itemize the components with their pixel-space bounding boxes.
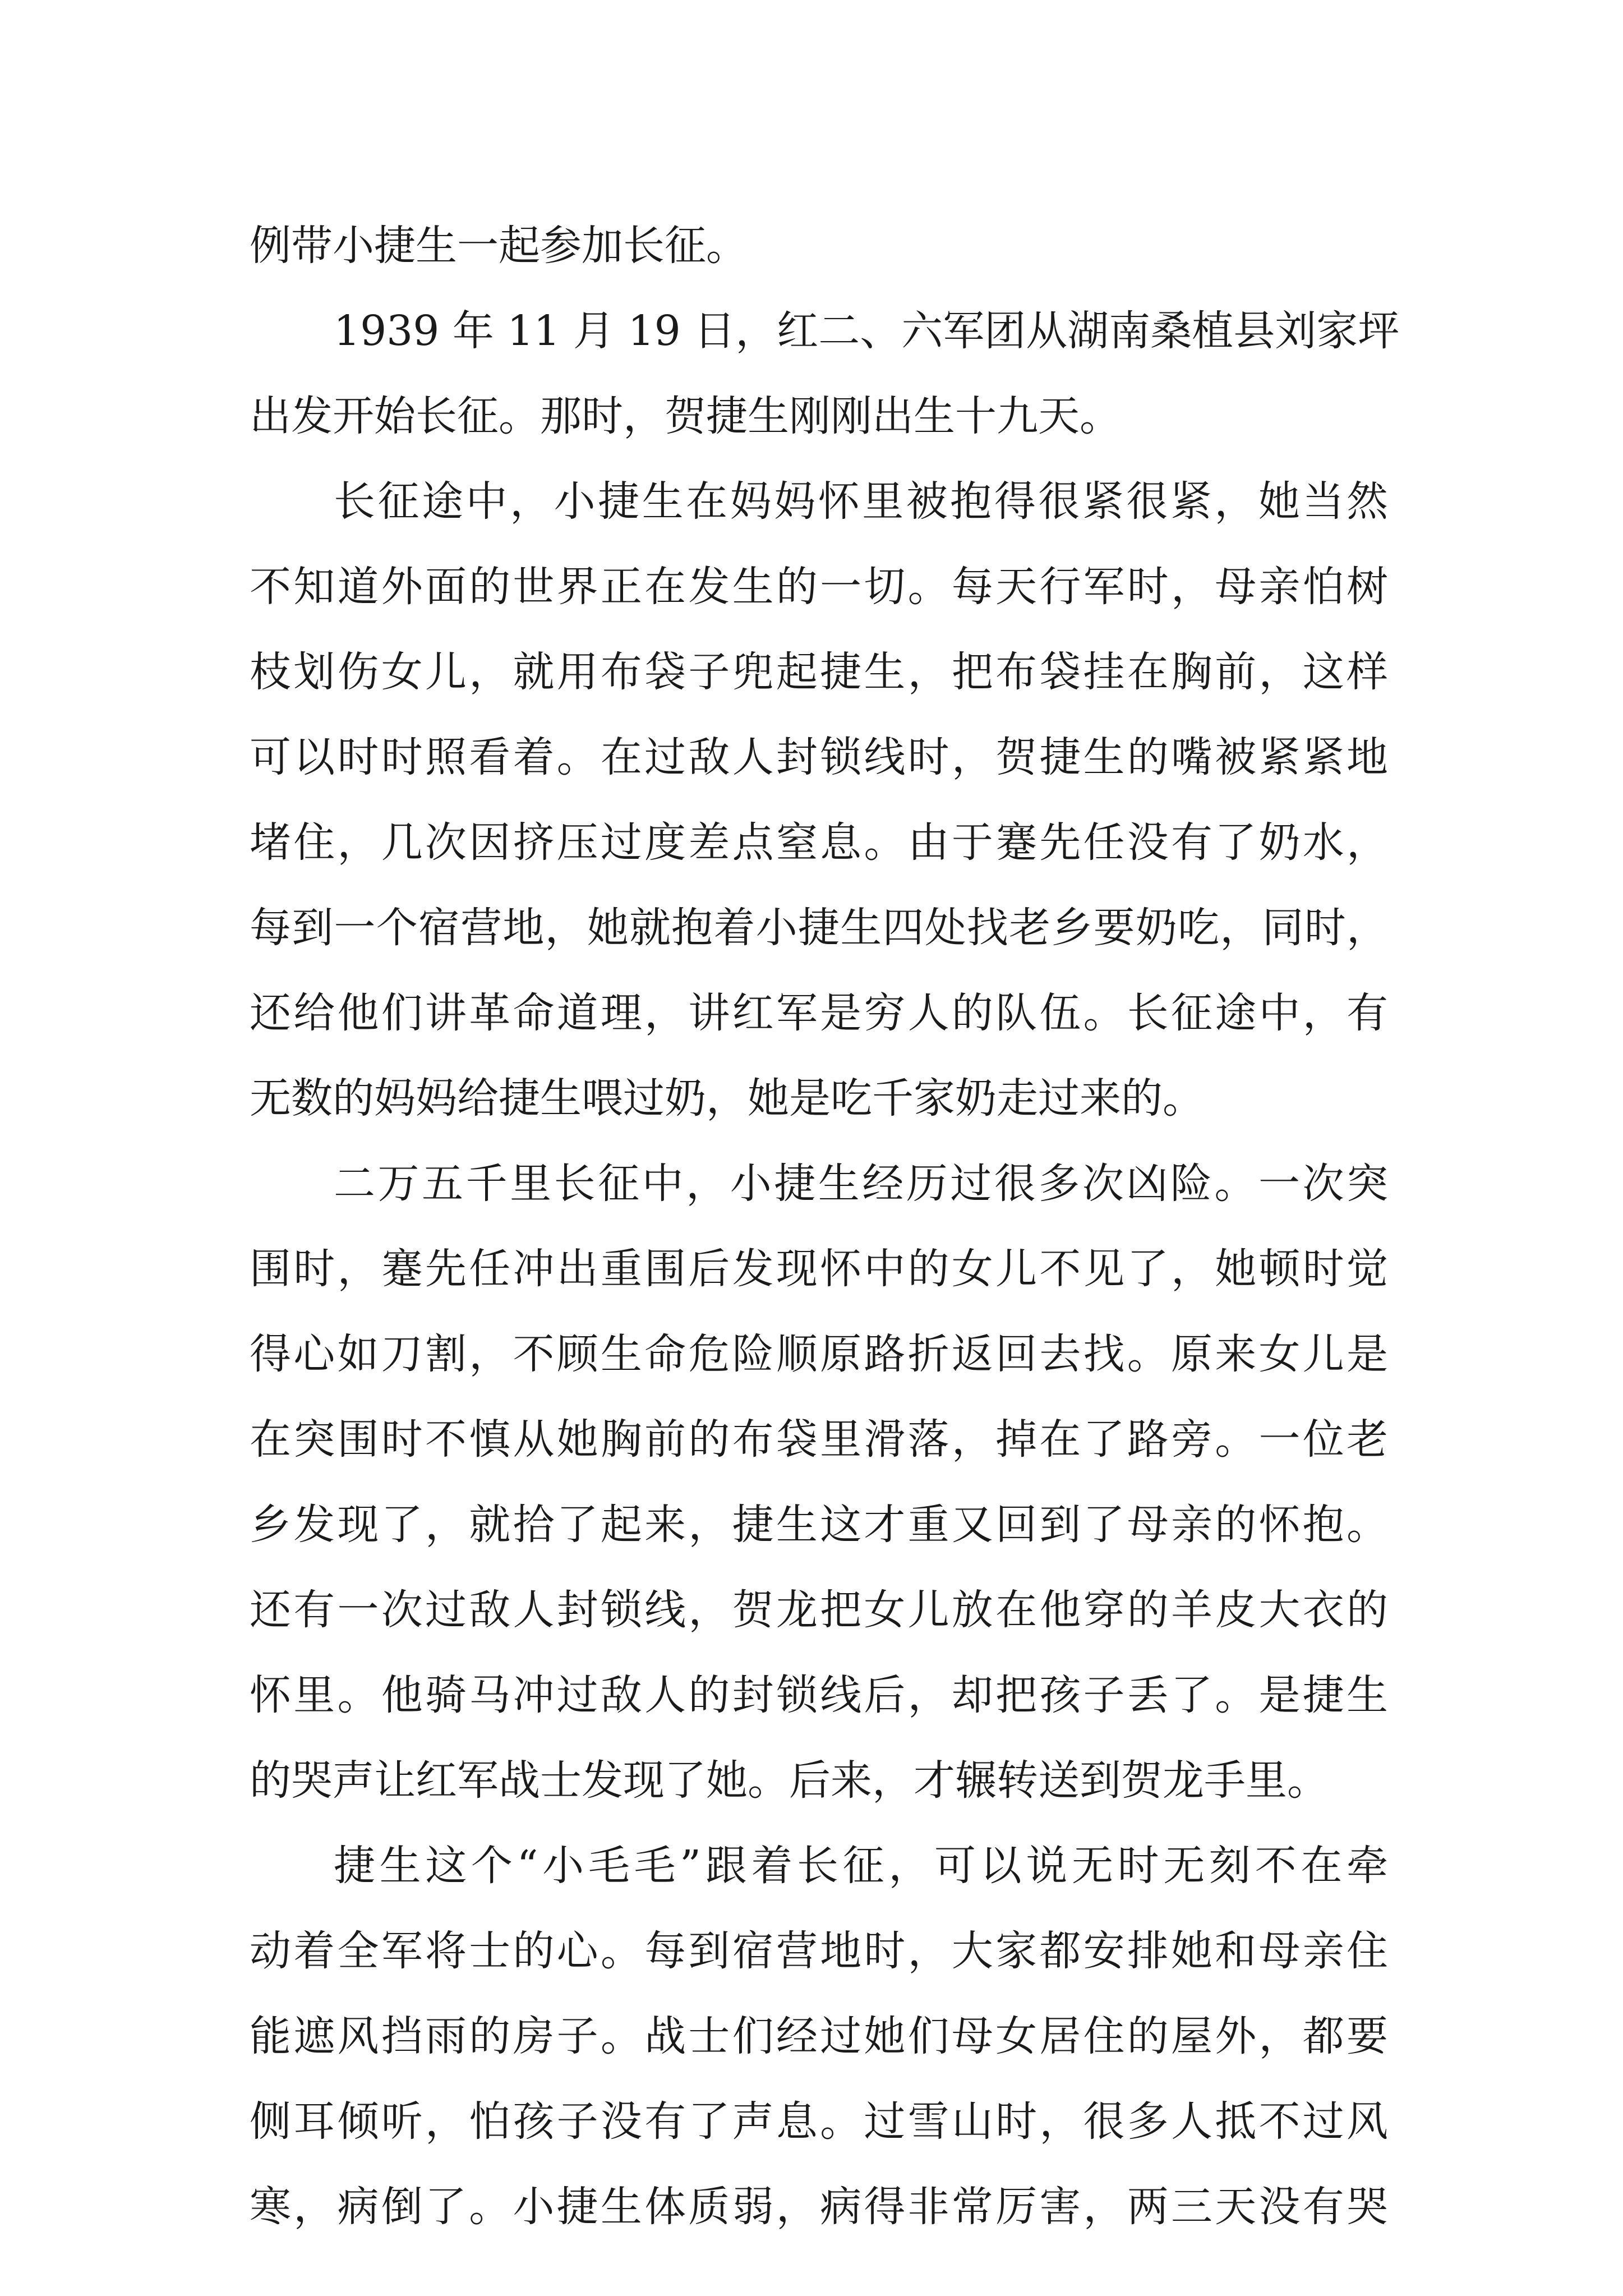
text-line: 怀里。他骑马冲过敌人的封锁线后，却把孩子丢了。是捷生 (250, 1671, 1388, 1719)
text-line: 例带小捷生一起参加长征。 (250, 222, 748, 270)
text-line: 枝划伤女儿，就用布袋子兜起捷生，把布袋挂在胸前，这样 (250, 648, 1388, 696)
text-line: 不知道外面的世界正在发生的一切。每天行军时，母亲怕树 (250, 563, 1388, 611)
text-line: 长征途中，小捷生在妈妈怀里被抱得很紧很紧，她当然 (334, 477, 1388, 526)
text-line: 堵住，几次因挤压过度差点窒息。由于蹇先任没有了奶水， (250, 818, 1388, 867)
text-line: 得心如刀割，不顾生命危险顺原路折返回去找。原来女儿是 (250, 1330, 1388, 1378)
text-line: 寒，病倒了。小捷生体质弱，病得非常厉害，两三天没有哭 (250, 2183, 1388, 2231)
text-line: 侧耳倾听，怕孩子没有了声息。过雪山时，很多人抵不过风 (250, 2097, 1388, 2146)
text-line: 捷生这个“小毛毛”跟着长征，可以说无时无刻不在牵 (334, 1842, 1388, 1890)
body-text (250, 203, 1400, 2249)
text-line: 无数的妈妈给捷生喂过奶，她是吃千家奶走过来的。 (250, 1074, 1204, 1122)
text-line: 还有一次过敌人封锁线，贺龙把女儿放在他穿的羊皮大衣的 (250, 1586, 1388, 1634)
text-line: 出发开始长征。那时，贺捷生刚刚出生十九天。 (250, 392, 1121, 440)
text-line: 每到一个宿营地，她就抱着小捷生四处找老乡要奶吃，同时， (250, 904, 1388, 952)
text-line: 的哭声让红军战士发现了她。后来，才辗转送到贺龙手里。 (250, 1756, 1329, 1805)
text-line: 可以时时照看着。在过敌人封锁线时，贺捷生的嘴被紧紧地 (250, 733, 1388, 781)
text-line: 1939 年 11 月 19 日，红二、六军团从湖南桑植县刘家坪 (334, 307, 1400, 355)
text-line: 二万五千里长征中，小捷生经历过很多次凶险。一次突 (334, 1159, 1388, 1208)
text-line: 围时，蹇先任冲出重围后发现怀中的女儿不见了，她顿时觉 (250, 1245, 1388, 1293)
text-line: 在突围时不慎从她胸前的布袋里滑落，掉在了路旁。一位老 (250, 1415, 1388, 1464)
text-line: 还给他们讲革命道理，讲红军是穷人的队伍。长征途中，有 (250, 989, 1388, 1037)
text-line: 动着全军将士的心。每到宿营地时，大家都安排她和母亲住 (250, 1927, 1388, 1975)
text-line: 乡发现了，就拾了起来，捷生这才重又回到了母亲的怀抱。 (250, 1501, 1388, 1549)
text-line: 能遮风挡雨的房子。战士们经过她们母女居住的屋外，都要 (250, 2012, 1388, 2060)
